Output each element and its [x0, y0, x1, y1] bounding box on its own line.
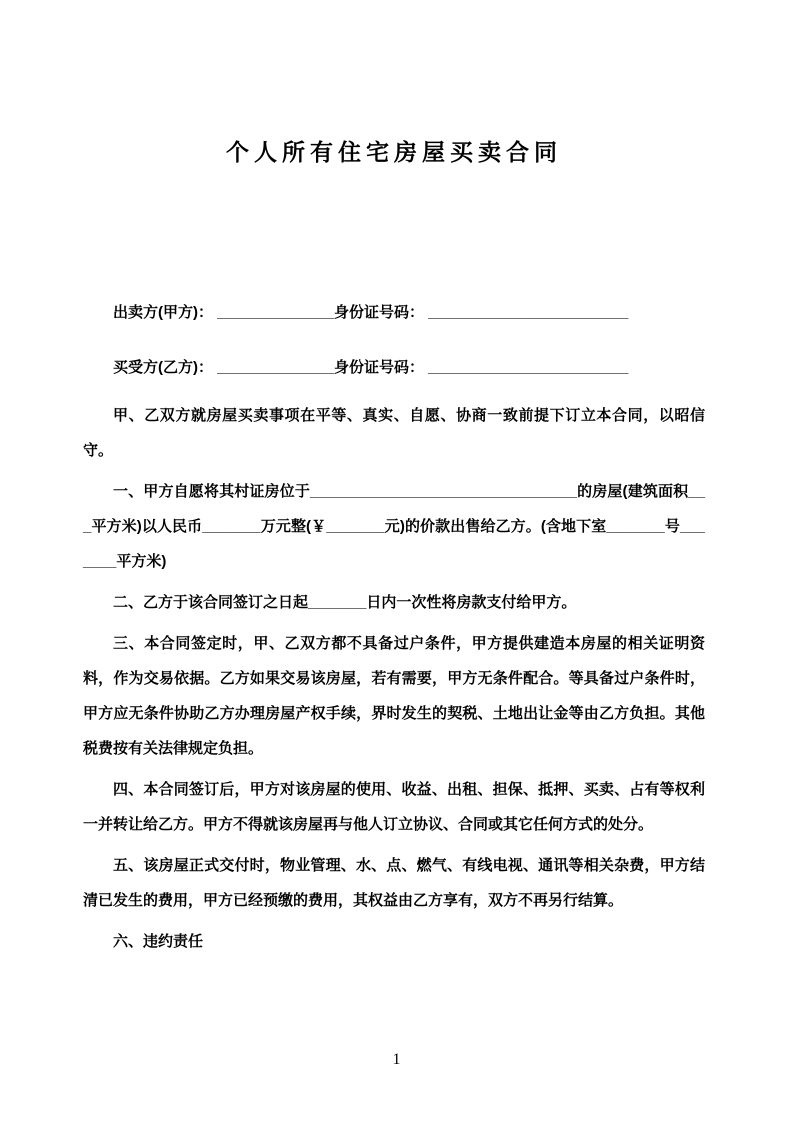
clause-6-heading: 六、违约责任 [113, 933, 204, 950]
document-title: 个人所有住宅房屋买卖合同 [226, 139, 562, 165]
preamble-paragraph: 甲、乙双方就房屋买卖事项在平等、真实、自愿、协商一致前提下订立本合同，以昭信守。 [83, 407, 705, 459]
clause-2-paragraph: 二、乙方于该合同签订之日起_______日内一次性将房款支付给甲方。 [113, 594, 577, 611]
clause-1-paragraph: 一、甲方自愿将其村证房位于________________________________的房屋(建筑面积___平方米)以人民币_______万元整(￥_______元)的价款出售给乙方。(含地下室_______号_______平方米) [83, 483, 705, 570]
page-number: 1 [392, 1051, 401, 1068]
party-buyer-line: 买受方(乙方)： ______________身份证号码： ________________________ [113, 359, 629, 376]
party-seller-line: 出卖方(甲方)： ______________身份证号码： ________________________ [113, 304, 629, 321]
clause-3-paragraph: 三、本合同签定时，甲、乙双方都不具备过户条件，甲方提供建造本房屋的相关证明资料，作为交易依据。乙方如果交易该房屋，若有需要，甲方无条件配合。等具备过户条件时，甲方应无条件协助乙方办理房屋产权手续，界时发生的契税、土地出让金等由乙方负担。其他税费按有关法律规定负担。 [83, 635, 705, 757]
clause-5-paragraph: 五、该房屋正式交付时，物业管理、水、点、燃气、有线电视、通讯等相关杂费，甲方结清已发生的费用，甲方已经预缴的费用，其权益由乙方享有，双方不再另行结算。 [83, 857, 705, 909]
clause-4-paragraph: 四、本合同签订后，甲方对该房屋的使用、收益、出租、担保、抵押、买卖、占有等权利一并转让给乙方。甲方不得就该房屋再与他人订立协议、合同或其它任何方式的处分。 [83, 781, 705, 833]
